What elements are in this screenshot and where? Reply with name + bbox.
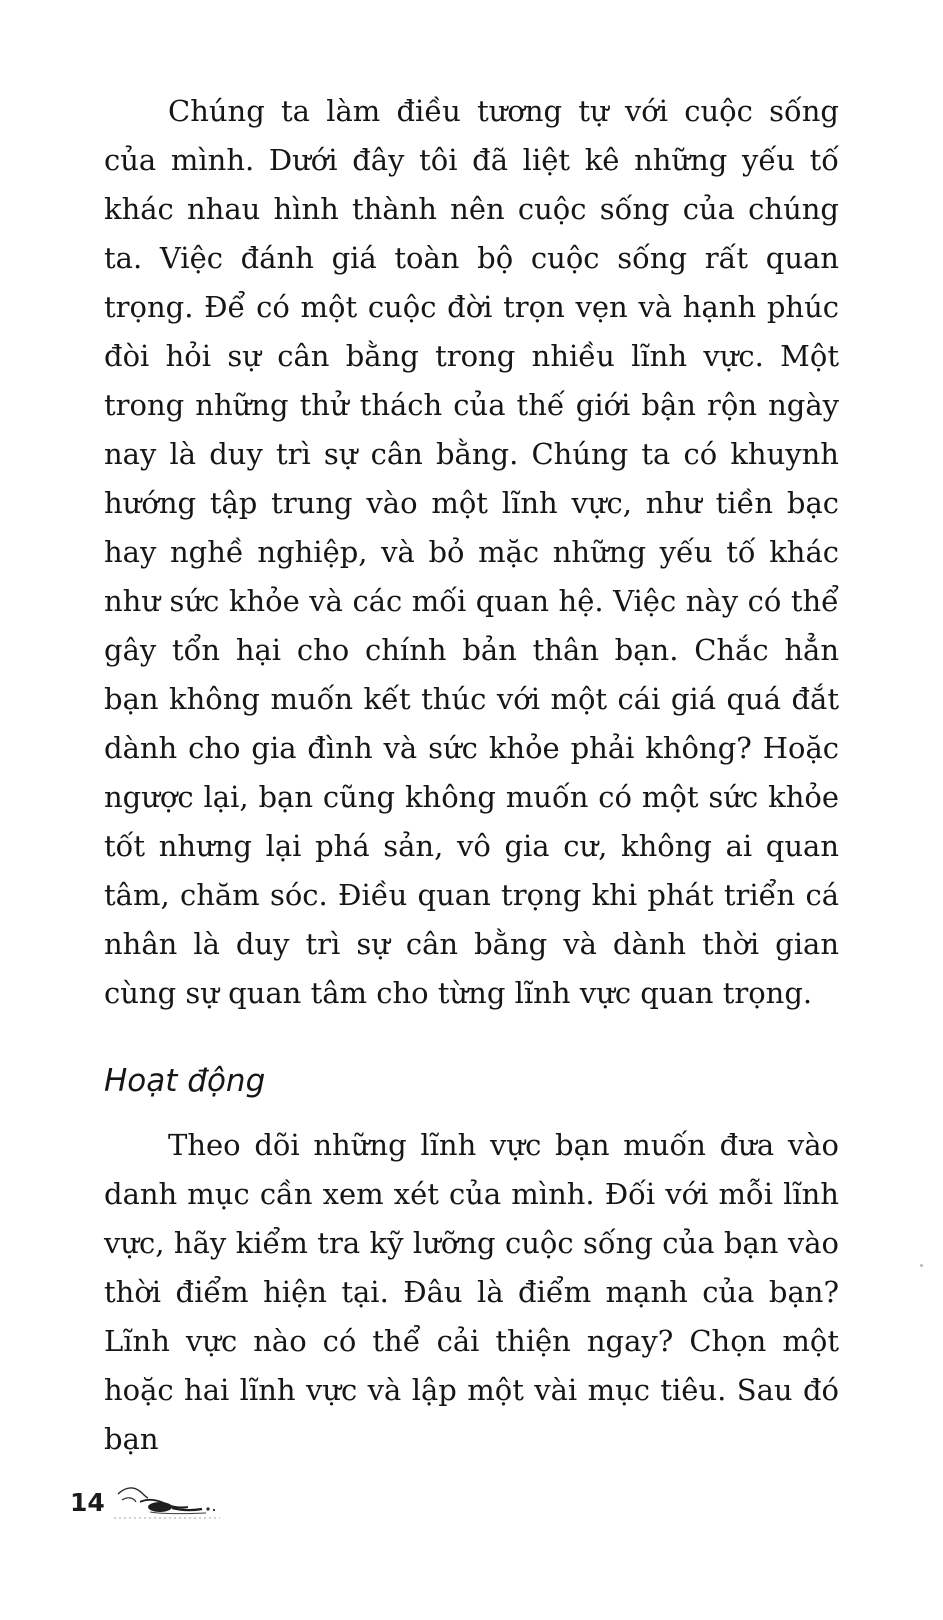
- scan-speck: [920, 1264, 923, 1267]
- body-paragraph-2: Theo dõi những lĩnh vực bạn muốn đưa vào danh mục cần xem xét của mình. Đối với mỗi lĩnh vực, hãy kiểm tra kỹ lưỡng cuộc sống của bạn vào thời điểm hiện tại. Đâu là điểm mạnh của bạn? Lĩnh vực nào có thể cải thiện ngay? Chọn một hoặc hai lĩnh vực và lập một vài mục tiêu. Sau đó bạn: [104, 1128, 839, 1456]
- page-number: 14: [70, 1488, 105, 1517]
- section-heading: Hoạt động: [104, 1063, 266, 1099]
- body-paragraph-1: Chúng ta làm điều tương tự với cuộc sống của mình. Dưới đây tôi đã liệt kê những yếu tố khác nhau hình thành nên cuộc sống của chúng ta. Việc đánh giá toàn bộ cuộc sống rất quan trọng. Để có một cuộc đời trọn vẹn và hạnh phúc đòi hỏi sự cân bằng trong nhiều lĩnh vực. Một trong những thử thách của thế giới bận rộn ngày nay là duy trì sự cân bằng. Chúng ta có khuynh hướng tập trung vào một lĩnh vực, như tiền bạc hay nghề nghiệp, và bỏ mặc những yếu tố khác như sức khỏe và các mối quan hệ. Việc này có thể gây tổn hại cho chính bản thân bạn. Chắc hẳn bạn không muốn kết thúc với một cái giá quá đắt dành cho gia đình và sức khỏe phải không? Hoặc ngược lại, bạn cũng không muốn có một sức khỏe tốt nhưng lại phá sản, vô gia cư, không ai quan tâm, chăm sóc. Điều quan trọng khi phát triển cá nhân là duy trì sự cân bằng và dành thời gian cùng sự quan tâm cho từng lĩnh vực quan trọng.: [104, 94, 839, 1010]
- page-footer: [70, 1480, 270, 1540]
- reclining-figure-icon: [110, 1480, 240, 1530]
